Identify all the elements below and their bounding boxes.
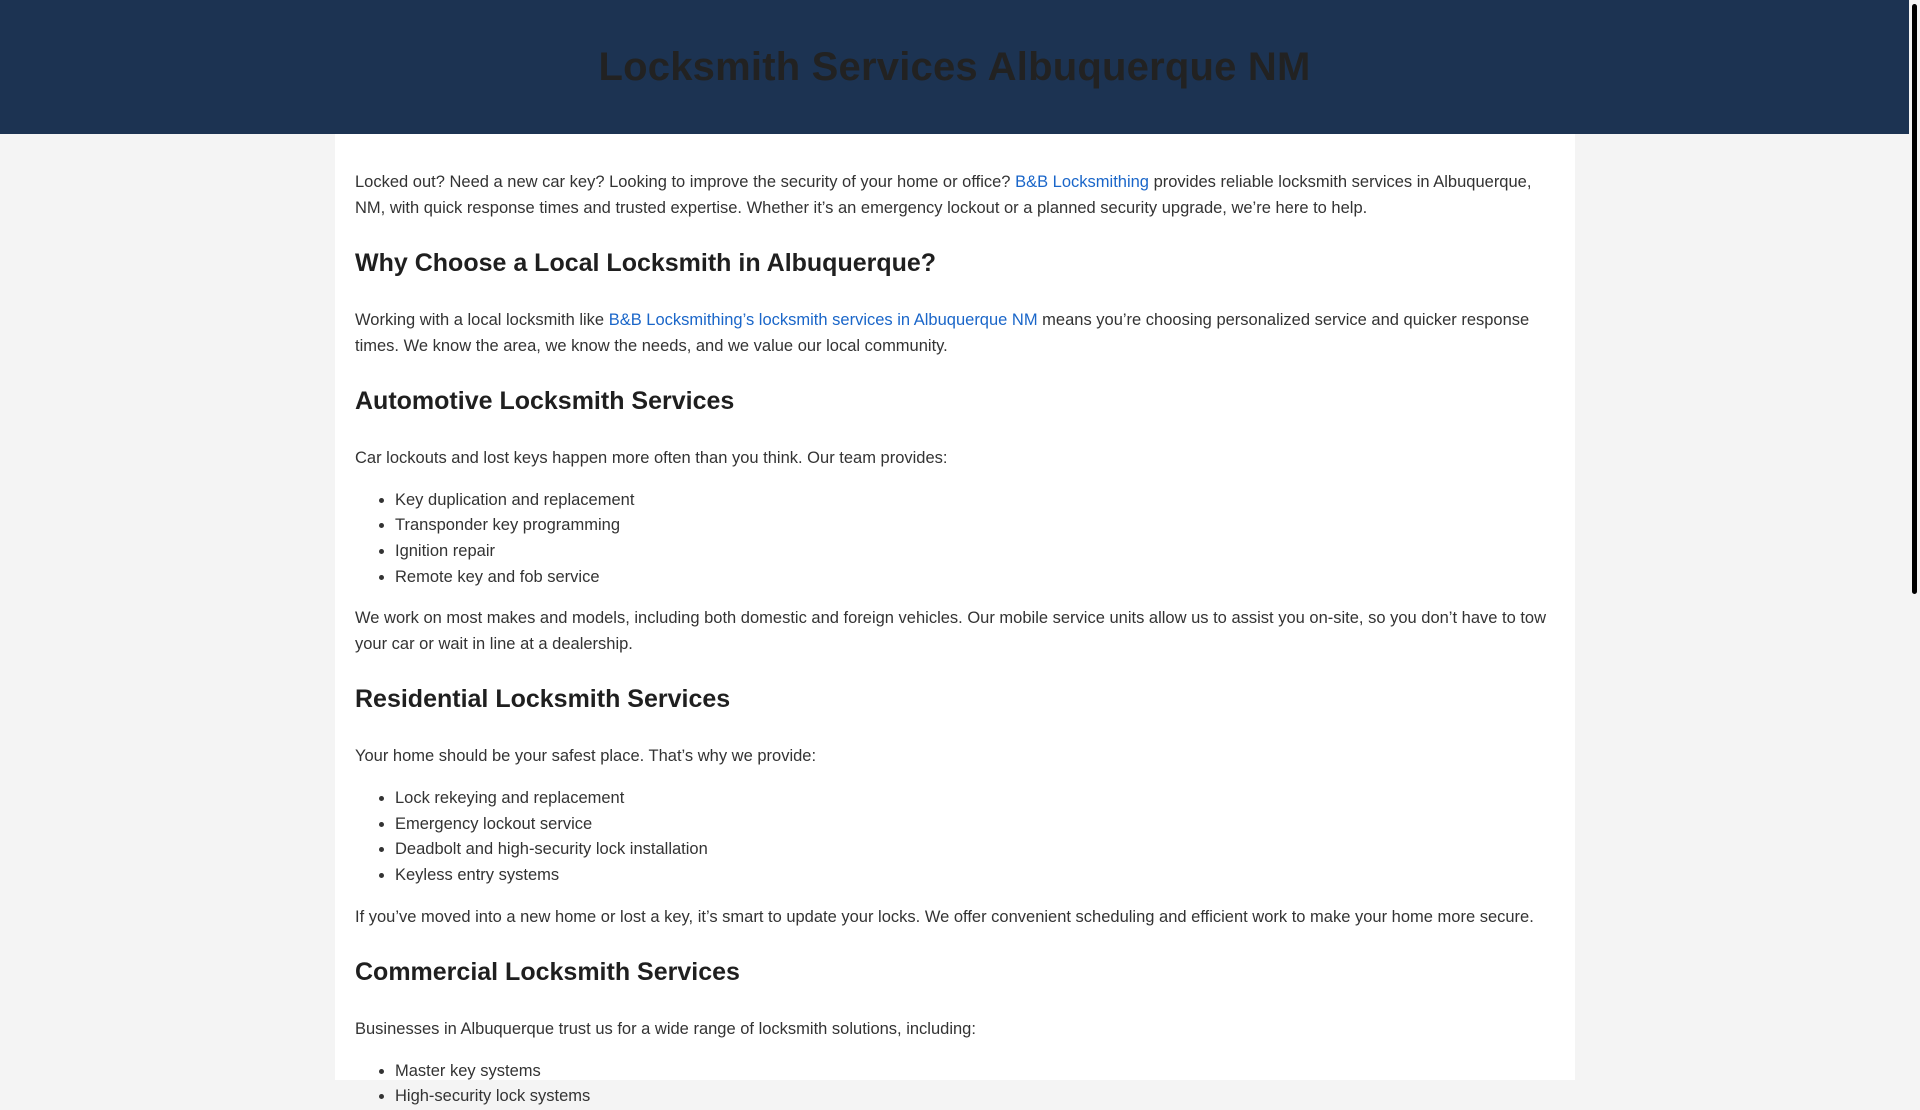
list-item: • Key duplication and replacement (395, 488, 1555, 514)
residential-heading: Residential Locksmith Services (355, 685, 731, 714)
list-item: • Lock rekeying and replacement (395, 786, 1555, 812)
list-item: • Deadbolt and high-security lock installation (395, 837, 1555, 863)
list-item: • Master key systems (395, 1059, 1555, 1085)
intro-text-after: provides reliable locksmith services in Albuquerque, NM, with quick response times and trusted expertise. Whether it’s an emergency lockout or a planned security upgrade, we’re here to help. (355, 173, 1532, 217)
why-local-text-before: Working with a local locksmith like (355, 311, 609, 329)
site-header (0, 0, 1909, 134)
locksmith-services-link[interactable]: B&B Locksmithing’s locksmith services in Albuquerque NM (608, 311, 1038, 329)
list-item: • Emergency lockout service (395, 812, 1555, 838)
page-title: Locksmith Services Albuquerque NM (598, 44, 1311, 89)
commercial-heading: Commercial Locksmith Services (355, 958, 740, 987)
bb-locksmithing-link[interactable]: B&B Locksmithing (1015, 173, 1149, 191)
why-local-heading: Why Choose a Local Locksmith in Albuquerque? (355, 249, 937, 277)
intro-paragraph (355, 170, 1555, 221)
intro-text-before: Locked out? Need a new car key? Looking to improve the security of your home or office? (355, 173, 1016, 191)
automotive-intro: Car lockouts and lost keys happen more often than you think. Our team provides: (355, 449, 948, 467)
article-content (335, 134, 1575, 1106)
commercial-intro: Businesses in Albuquerque trust us for a wide range of locksmith solutions, including: (355, 1020, 976, 1039)
list-item: • Transponder key programming (395, 513, 1555, 539)
why-local-paragraph (355, 308, 1555, 359)
list-item: • Keyless entry systems (395, 863, 1555, 889)
scrollbar-thumb[interactable] (1912, 4, 1917, 594)
automotive-heading: Automotive Locksmith Services (355, 387, 735, 415)
list-item: • Ignition repair (395, 539, 1555, 565)
residential-list (355, 786, 1555, 889)
automotive-outro: We work on most makes and models, including both domestic and foreign vehicles. Our mobile service units allow us to assist you on-site, so you don’t have to tow your car or wait in line at a dealership. (355, 609, 1547, 653)
residential-outro: If you’ve moved into a new home or lost a key, it’s smart to update your locks. We offer convenient scheduling and efficient work to make your home more secure. (355, 907, 1534, 926)
list-item: • High-security lock systems (395, 1084, 1555, 1110)
residential-intro: Your home should be your safest place. That’s why we provide: (355, 747, 817, 766)
list-item: • Remote key and fob service (395, 565, 1555, 591)
why-local-text-after: means you’re choosing personalized service and quicker response times. We know the area, we know the needs, and we value our local community. (355, 311, 1530, 355)
automotive-list (355, 488, 1555, 591)
commercial-list (355, 1059, 1555, 1110)
